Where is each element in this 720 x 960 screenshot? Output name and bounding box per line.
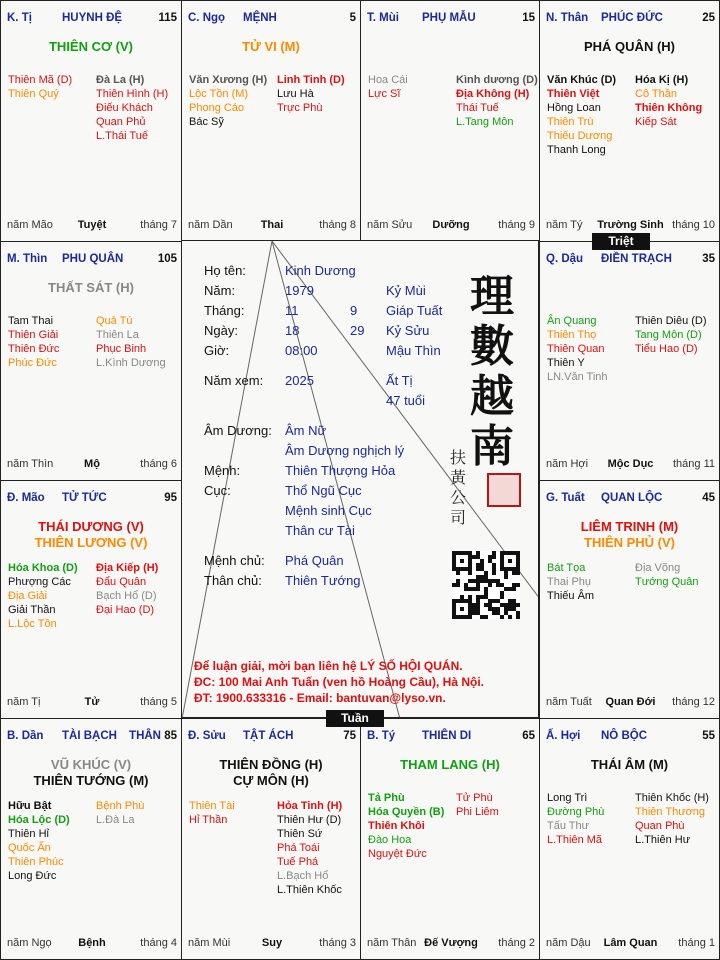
minor-star: Quan Phủ bbox=[96, 116, 146, 128]
palace-name: PHÚC ĐỨC bbox=[601, 12, 663, 24]
minor-star: Long Đức bbox=[8, 870, 57, 882]
palace-name: TÀI BẠCH bbox=[62, 730, 117, 742]
minor-star: Hỏa Tinh (H) bbox=[277, 800, 343, 812]
main-star: THIÊN CƠ (V) bbox=[48, 39, 134, 54]
calligraphy-char-4: 南 bbox=[470, 421, 514, 472]
right-star-column bbox=[635, 561, 699, 589]
menh-label: Mệnh: bbox=[204, 463, 241, 478]
stage-year: năm Tý bbox=[546, 219, 583, 231]
calligraphy-char-3: 越 bbox=[470, 371, 514, 422]
palace-footer bbox=[7, 458, 177, 472]
qr-code bbox=[452, 551, 520, 619]
palace-header bbox=[367, 12, 535, 26]
menh-chu-value: Phá Quân bbox=[285, 553, 344, 568]
minor-star: L.Thiên Hư bbox=[635, 834, 691, 846]
lunar-month: tháng 8 bbox=[319, 219, 356, 231]
left-star-column bbox=[368, 791, 444, 861]
palace-header bbox=[7, 12, 177, 26]
minor-star: Phượng Các bbox=[8, 576, 71, 588]
minor-star: Kiếp Sát bbox=[635, 116, 677, 128]
minor-star: Hỉ Thần bbox=[189, 814, 228, 826]
minor-star: Phi Liêm bbox=[456, 806, 499, 818]
left-star-column bbox=[8, 799, 70, 883]
minor-star: Phong Cáo bbox=[189, 102, 245, 114]
minor-star: L.Thiên Mã bbox=[547, 834, 603, 846]
month-can: Giáp Tuất bbox=[386, 303, 443, 318]
minor-star: Văn Xương (H) bbox=[189, 74, 268, 86]
day-can: Kỷ Sửu bbox=[386, 323, 430, 338]
lunar-month: tháng 2 bbox=[498, 937, 535, 949]
main-star: THIÊN ĐỒNG (H) bbox=[219, 757, 323, 772]
minor-star: Lộc Tồn (M) bbox=[189, 88, 249, 100]
lunar-month: tháng 6 bbox=[140, 458, 177, 470]
lunar-month: tháng 4 bbox=[140, 937, 177, 949]
minor-star: Hóa Khoa (D) bbox=[8, 562, 78, 574]
stage-year: năm Dậu bbox=[546, 937, 591, 949]
palace-footer bbox=[546, 696, 715, 710]
palace-branch: B. Tý bbox=[367, 730, 396, 742]
palace-footer bbox=[7, 937, 177, 951]
minor-star: Quốc Ấn bbox=[8, 842, 51, 854]
minor-star: Tử Phù bbox=[456, 792, 493, 804]
palace-age: 105 bbox=[157, 253, 177, 265]
palace-suu bbox=[181, 718, 361, 960]
minor-star: Thanh Long bbox=[547, 144, 606, 156]
than-chu-value: Thiên Tướng bbox=[285, 573, 361, 588]
palace-dau bbox=[539, 241, 720, 481]
minor-star: Hóa Quyền (B) bbox=[368, 806, 445, 818]
minor-star: L.Kình Dương bbox=[96, 357, 166, 369]
palace-footer bbox=[7, 696, 177, 710]
palace-branch: T. Mùi bbox=[367, 12, 399, 24]
right-star-column bbox=[456, 791, 499, 819]
month-lunar: 9 bbox=[350, 303, 358, 318]
tuan-marker: Tuần bbox=[326, 710, 384, 727]
left-star-column bbox=[8, 73, 72, 101]
palace-age: 25 bbox=[702, 12, 715, 24]
palace-footer bbox=[546, 937, 715, 951]
minor-star: Hoa Cái bbox=[368, 74, 408, 86]
minor-star: L.Thái Tuế bbox=[96, 130, 148, 142]
palace-header bbox=[7, 730, 177, 744]
palace-header bbox=[546, 12, 715, 26]
right-star-column bbox=[277, 73, 345, 115]
palace-age: 65 bbox=[522, 730, 535, 742]
palace-footer bbox=[188, 937, 356, 951]
right-star-column bbox=[277, 799, 342, 897]
stage-year: năm Ngọ bbox=[7, 937, 52, 949]
menh-chu-label: Mệnh chủ: bbox=[204, 553, 265, 568]
palace-branch: Đ. Mão bbox=[7, 492, 45, 504]
minor-star: Giải Thần bbox=[8, 604, 56, 616]
right-star-column bbox=[96, 799, 144, 827]
minor-star: Phúc Đức bbox=[8, 357, 57, 369]
minor-star: Địa Giải bbox=[8, 590, 48, 602]
stage-year: năm Thìn bbox=[7, 458, 54, 470]
minor-star: Đà La (H) bbox=[96, 74, 145, 86]
palace-ty2 bbox=[360, 718, 540, 960]
minor-star: Phá Toái bbox=[277, 842, 320, 854]
minor-star: L.Đà La bbox=[96, 814, 135, 826]
stage-year: năm Tị bbox=[7, 696, 41, 708]
left-star-column bbox=[547, 561, 594, 603]
minor-star: L.Thiên Khốc bbox=[277, 884, 342, 896]
main-star: VŨ KHÚC (V) bbox=[50, 757, 132, 772]
minor-star: Lưu Hà bbox=[277, 88, 314, 100]
minor-star: Địa Võng bbox=[635, 562, 681, 574]
palace-name: HUYNH ĐỆ bbox=[62, 12, 123, 24]
palace-age: 5 bbox=[349, 12, 356, 24]
minor-star: Đào Hoa bbox=[368, 834, 412, 846]
main-star: THIÊN PHỦ (V) bbox=[584, 535, 675, 550]
minor-star: Lực Sĩ bbox=[368, 88, 401, 100]
minor-star: Thiên Khốc (H) bbox=[635, 792, 709, 804]
calligraphy-char-1: 理 bbox=[470, 271, 514, 322]
minor-star: Thiếu Âm bbox=[547, 590, 595, 602]
amduong-label: Âm Dương: bbox=[204, 423, 272, 438]
minor-star: Quan Phù bbox=[635, 820, 685, 832]
minor-star: Đẩu Quân bbox=[96, 576, 147, 588]
palace-tuat bbox=[539, 480, 720, 719]
minor-star: LN.Văn Tinh bbox=[547, 371, 608, 383]
palace-branch: K. Tị bbox=[7, 12, 32, 24]
menh-value: Thiên Thượng Hỏa bbox=[285, 463, 396, 478]
palace-header bbox=[188, 730, 356, 744]
palace-age: 35 bbox=[702, 253, 715, 265]
palace-footer bbox=[367, 219, 535, 233]
cuc-label: Cục: bbox=[204, 483, 231, 498]
left-star-column bbox=[8, 314, 59, 370]
palace-branch: N. Thân bbox=[546, 12, 589, 24]
minor-star: Hóa Lộc (D) bbox=[8, 814, 70, 826]
palace-branch: M. Thìn bbox=[7, 253, 48, 265]
stage-year: năm Sửu bbox=[367, 219, 413, 231]
minor-star: Thiên Hư (D) bbox=[277, 814, 342, 826]
day-label: Ngày: bbox=[204, 323, 238, 338]
main-star: THIÊN TƯỚNG (M) bbox=[33, 773, 149, 788]
palace-name: NÔ BỘC bbox=[601, 730, 647, 742]
lunar-month: tháng 10 bbox=[672, 219, 715, 231]
view-year-value: 2025 bbox=[285, 373, 314, 388]
palace-age: 15 bbox=[522, 12, 535, 24]
minor-star: L.Tang Môn bbox=[456, 116, 514, 128]
palace-header bbox=[546, 730, 715, 744]
minor-star: Cô Thần bbox=[635, 88, 677, 100]
minor-star: Linh Tinh (D) bbox=[277, 74, 345, 86]
palace-header bbox=[367, 730, 535, 744]
minor-star: Hóa Kị (H) bbox=[635, 74, 689, 86]
palace-mao bbox=[0, 480, 182, 719]
palace-name: QUAN LỘC bbox=[601, 492, 663, 504]
palace-header bbox=[188, 12, 356, 26]
minor-star: Tướng Quân bbox=[635, 576, 699, 588]
than-chu-label: Thân chủ: bbox=[204, 573, 262, 588]
minor-star: Thiên Hình (H) bbox=[96, 88, 169, 100]
minor-star: Thiên Sứ bbox=[277, 828, 323, 840]
palace-footer bbox=[546, 219, 715, 233]
minor-star: Địa Không (H) bbox=[456, 88, 530, 100]
view-year-label: Năm xem: bbox=[204, 373, 264, 388]
palace-name: PHU QUÂN bbox=[62, 253, 124, 265]
main-star: THẤT SÁT (H) bbox=[48, 280, 134, 295]
stage-year: năm Thân bbox=[367, 937, 417, 949]
palace-age: 45 bbox=[702, 492, 715, 504]
amduong-relation: Âm Dương nghịch lý bbox=[285, 443, 405, 458]
palace-than bbox=[539, 0, 720, 242]
minor-star: Thái Tuế bbox=[456, 102, 499, 114]
minor-star: Đường Phù bbox=[547, 806, 605, 818]
palace-age: 75 bbox=[343, 730, 356, 742]
life-stage: Trường Sinh bbox=[597, 219, 664, 231]
main-star: PHÁ QUÂN (H) bbox=[584, 39, 675, 54]
left-star-column bbox=[8, 561, 78, 631]
palace-header bbox=[7, 492, 177, 506]
palace-age: 115 bbox=[158, 12, 177, 24]
right-star-column bbox=[96, 73, 168, 143]
palace-branch: G. Tuất bbox=[546, 492, 585, 504]
palace-name: MỆNH bbox=[243, 12, 277, 24]
cuc-value: Thổ Ngũ Cục bbox=[285, 483, 362, 498]
year-label: Năm: bbox=[204, 283, 236, 298]
palace-dan bbox=[0, 718, 182, 960]
stage-year: năm Tuất bbox=[546, 696, 592, 708]
palace-name: PHỤ MẪU bbox=[422, 12, 476, 24]
red-seal-stamp bbox=[487, 473, 521, 507]
main-star: THÁI DƯƠNG (V) bbox=[38, 519, 144, 534]
minor-star: Tang Môn (D) bbox=[635, 329, 702, 341]
palace-ngo bbox=[181, 0, 361, 242]
minor-star: Bệnh Phù bbox=[96, 800, 145, 812]
minor-star: Bát Tọa bbox=[547, 562, 586, 574]
palace-name: TẬT ÁCH bbox=[243, 730, 294, 742]
hour-label: Giờ: bbox=[204, 343, 230, 358]
lunar-month: tháng 11 bbox=[672, 458, 715, 470]
life-stage: Lâm Quan bbox=[603, 937, 658, 949]
center-info-panel bbox=[181, 240, 539, 718]
main-star: THIÊN LƯƠNG (V) bbox=[34, 535, 148, 550]
minor-star: Thiên La bbox=[96, 329, 139, 341]
main-star: THAM LANG (H) bbox=[400, 757, 500, 772]
day-lunar: 29 bbox=[350, 323, 365, 338]
minor-star: Thiên Khôi bbox=[368, 820, 425, 832]
minor-star: Bác Sỹ bbox=[189, 116, 224, 128]
life-stage: Suy bbox=[261, 937, 283, 949]
palace-mui bbox=[360, 0, 540, 242]
minor-star: Hữu Bật bbox=[8, 800, 52, 812]
palace-footer bbox=[367, 937, 535, 951]
stage-year: năm Hợi bbox=[546, 458, 589, 470]
palace-branch: Đ. Sửu bbox=[188, 730, 226, 742]
minor-star: Văn Khúc (D) bbox=[547, 74, 617, 86]
palace-tag: THÂN bbox=[129, 730, 161, 742]
seal-char-3: 公 bbox=[450, 488, 467, 507]
contact-line-2: ĐC: 100 Mai Anh Tuấn (ven hồ Hoàng Cầu), Hà Nội. bbox=[194, 675, 485, 689]
life-stage: Quan Đới bbox=[605, 696, 656, 708]
right-star-column bbox=[635, 791, 709, 847]
minor-star: Thiên Đức bbox=[8, 343, 60, 355]
cuc-relation: Mệnh sinh Cục bbox=[285, 503, 372, 518]
left-star-column bbox=[368, 73, 408, 101]
minor-star: Thiên Diêu (D) bbox=[635, 315, 707, 327]
minor-star: Thiên Thọ bbox=[547, 329, 597, 341]
main-star: THÁI ÂM (M) bbox=[590, 757, 669, 772]
palace-thin bbox=[0, 241, 182, 481]
minor-star: Đại Hao (D) bbox=[96, 604, 155, 616]
minor-star: L.Bạch Hổ bbox=[277, 870, 329, 882]
right-star-column bbox=[635, 314, 707, 356]
minor-star: Tam Thai bbox=[8, 315, 54, 327]
palace-header bbox=[546, 492, 715, 506]
minor-star: Thiên Tài bbox=[189, 800, 235, 812]
palace-footer bbox=[546, 458, 715, 472]
main-star: TỬ VI (M) bbox=[242, 39, 300, 54]
right-star-column bbox=[96, 561, 158, 617]
palace-age: 95 bbox=[164, 492, 177, 504]
left-star-column bbox=[547, 314, 608, 384]
hour-can: Mậu Thìn bbox=[386, 343, 441, 358]
palace-age: 55 bbox=[702, 730, 715, 742]
than-cu: Thân cư Tài bbox=[285, 523, 355, 538]
seal-char-1: 扶 bbox=[450, 448, 467, 467]
left-star-column bbox=[547, 791, 604, 847]
minor-star: Thiên Thương bbox=[635, 806, 706, 818]
hour-value: 08:00 bbox=[285, 343, 318, 358]
life-stage: Đế Vượng bbox=[424, 937, 478, 949]
minor-star: Ân Quang bbox=[547, 315, 597, 327]
minor-star: Kình dương (D) bbox=[456, 74, 538, 86]
amduong-value: Âm Nữ bbox=[285, 423, 327, 438]
year-value: 1979 bbox=[285, 283, 314, 298]
minor-star: Nguyệt Đức bbox=[368, 848, 427, 860]
palace-age: 85 bbox=[164, 730, 177, 742]
seal-char-4: 司 bbox=[450, 508, 467, 527]
right-star-column bbox=[635, 73, 702, 129]
minor-star: Thiên Trù bbox=[547, 116, 594, 128]
contact-line-1: Để luận giải, mời bạn liên hệ LÝ SỐ HỘI QUÁN. bbox=[194, 659, 463, 673]
left-star-column bbox=[189, 73, 267, 129]
main-star: LIÊM TRINH (M) bbox=[580, 519, 679, 534]
minor-star: Địa Kiếp (H) bbox=[96, 562, 159, 574]
minor-star: Tấu Thư bbox=[547, 820, 590, 832]
life-stage: Mộ bbox=[84, 458, 100, 470]
minor-star: Phục Binh bbox=[96, 343, 147, 355]
year-can: Kỷ Mùi bbox=[386, 283, 426, 298]
palace-header bbox=[7, 253, 177, 267]
left-star-column bbox=[547, 73, 616, 157]
seal-char-2: 黃 bbox=[450, 468, 467, 487]
minor-star: Bạch Hổ (D) bbox=[96, 590, 157, 602]
palace-footer bbox=[7, 219, 177, 233]
palace-hoi bbox=[539, 718, 720, 960]
palace-ty bbox=[0, 0, 182, 242]
minor-star: Trực Phù bbox=[277, 102, 323, 114]
palace-branch: Ấ. Hợi bbox=[546, 730, 581, 742]
palace-footer bbox=[188, 219, 356, 233]
right-star-column bbox=[456, 73, 538, 129]
lunar-month: tháng 5 bbox=[140, 696, 177, 708]
lunar-month: tháng 7 bbox=[140, 219, 177, 231]
minor-star: Long Trì bbox=[547, 792, 588, 804]
right-star-column bbox=[96, 314, 166, 370]
lunar-month: tháng 3 bbox=[319, 937, 356, 949]
calligraphy-char-2: 數 bbox=[470, 321, 514, 372]
palace-branch: Q. Dậu bbox=[546, 253, 584, 265]
minor-star: Thiếu Dương bbox=[547, 130, 613, 142]
minor-star: Thiên Mã (D) bbox=[8, 74, 73, 86]
life-stage: Tử bbox=[84, 696, 100, 708]
minor-star: Tả Phù bbox=[368, 792, 405, 804]
minor-star: Thiên Việt bbox=[547, 88, 600, 100]
view-year-can: Ất Tị bbox=[386, 373, 413, 388]
contact-line-3: ĐT: 1900.633316 - Email: bantuvan@lyso.vn. bbox=[194, 691, 446, 705]
minor-star: Quả Tú bbox=[96, 315, 133, 327]
lunar-month: tháng 1 bbox=[678, 937, 715, 949]
minor-star: Điếu Khách bbox=[96, 102, 153, 114]
palace-name: THIÊN DI bbox=[422, 730, 472, 742]
life-stage: Dưỡng bbox=[432, 219, 470, 231]
palace-branch: B. Dần bbox=[7, 730, 44, 742]
minor-star: L.Lộc Tồn bbox=[8, 618, 57, 630]
left-star-column bbox=[189, 799, 235, 827]
main-star: CỰ MÔN (H) bbox=[233, 773, 309, 788]
name-label: Họ tên: bbox=[204, 263, 246, 278]
minor-star: Thai Phụ bbox=[547, 576, 592, 588]
life-stage: Mộc Dục bbox=[607, 458, 654, 470]
stage-year: năm Dần bbox=[188, 219, 233, 231]
month-solar: 11 bbox=[285, 303, 299, 318]
day-solar: 18 bbox=[285, 323, 300, 338]
life-stage: Tuyệt bbox=[77, 219, 107, 231]
month-label: Tháng: bbox=[204, 303, 245, 318]
minor-star: Thiên Giải bbox=[8, 329, 59, 341]
minor-star: Thiên Không bbox=[635, 102, 703, 114]
life-stage: Bệnh bbox=[78, 937, 106, 949]
stage-year: năm Mão bbox=[7, 219, 53, 231]
minor-star: Thiên Hỉ bbox=[8, 828, 49, 840]
minor-star: Hồng Loan bbox=[547, 102, 601, 114]
minor-star: Thiên Y bbox=[547, 357, 585, 369]
minor-star: Tiểu Hao (D) bbox=[635, 343, 698, 355]
minor-star: Thiên Quý bbox=[8, 88, 59, 100]
palace-header bbox=[546, 253, 715, 267]
lunar-month: tháng 12 bbox=[672, 696, 715, 708]
minor-star: Tuế Phá bbox=[277, 856, 319, 868]
lunar-month: tháng 9 bbox=[498, 219, 535, 231]
minor-star: Thiên Phúc bbox=[8, 856, 64, 868]
palace-branch: C. Ngọ bbox=[188, 12, 226, 24]
minor-star: Thiên Quan bbox=[547, 343, 605, 355]
age-value: 47 tuổi bbox=[386, 393, 426, 408]
palace-name: ĐIỀN TRẠCH bbox=[601, 253, 672, 265]
palace-name: TỬ TỨC bbox=[62, 492, 107, 504]
triet-marker: Triệt bbox=[592, 233, 650, 250]
name-value: Kinh Dương bbox=[285, 263, 356, 278]
life-stage: Thai bbox=[260, 219, 284, 231]
stage-year: năm Mùi bbox=[188, 937, 231, 949]
